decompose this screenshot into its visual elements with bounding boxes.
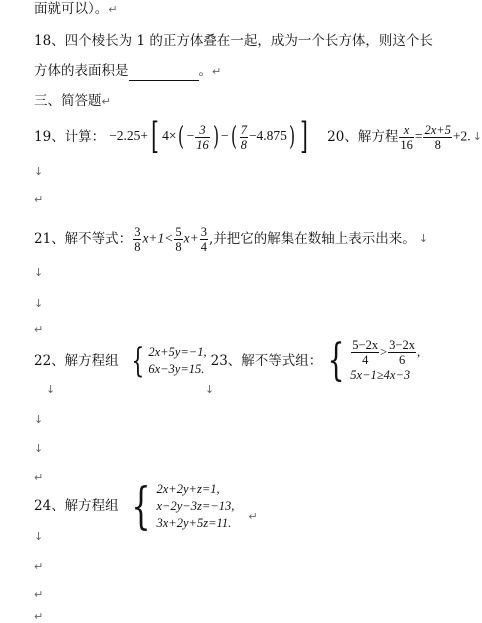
paragraph-mark: ↵ bbox=[101, 95, 111, 108]
paragraph-mark: ↓ bbox=[46, 383, 56, 396]
equation-list bbox=[157, 481, 235, 532]
expression-q21 bbox=[132, 225, 209, 254]
right-paren: ) bbox=[288, 122, 296, 152]
question-18-line1 bbox=[34, 32, 433, 50]
fraction: $\frac{5}{8}$ bbox=[175, 224, 182, 254]
period: 。 bbox=[198, 63, 212, 79]
question-label: 、解不等式组： bbox=[227, 353, 323, 369]
question-label: 、解方程组 bbox=[51, 498, 119, 514]
left-paren: ( bbox=[230, 122, 237, 152]
question-number: 23 bbox=[210, 353, 228, 369]
left-paren: ( bbox=[178, 122, 185, 152]
system-q24 bbox=[125, 477, 235, 535]
left-brace: { bbox=[131, 477, 151, 535]
expression-q20 bbox=[398, 123, 470, 152]
paragraph-mark: ↵ bbox=[34, 610, 44, 623]
system-q22 bbox=[127, 341, 207, 381]
question-number: 21 bbox=[34, 231, 52, 247]
right-paren: ) bbox=[212, 122, 219, 152]
expr-part: x+ bbox=[183, 230, 199, 246]
fraction: $\frac{2x+5}{8}$ bbox=[424, 122, 451, 152]
right-bracket: ] bbox=[300, 116, 308, 157]
fraction: $\frac{3}{16}$ bbox=[196, 122, 209, 152]
paragraph-mark: ↵ bbox=[248, 510, 258, 523]
paragraph-mark: ↓ bbox=[34, 442, 44, 455]
fraction: $\frac{3}{4}$ bbox=[200, 224, 208, 254]
expr-part: − bbox=[220, 128, 229, 144]
equation: 3x+2y+5z=11. bbox=[156, 515, 232, 530]
question-21-line bbox=[34, 220, 428, 258]
expr-part: x+1< bbox=[142, 230, 174, 246]
answer-blank bbox=[129, 66, 199, 81]
expr-part: 4× bbox=[162, 128, 177, 144]
equation: 2x+2y+z=1, bbox=[156, 481, 220, 496]
question-label: 、解不等式： bbox=[51, 231, 133, 247]
paragraph-mark: ↓ bbox=[205, 383, 215, 396]
expr-part: = bbox=[414, 128, 423, 144]
question-label: 、解方程 bbox=[344, 129, 399, 145]
paragraph-mark: ↵ bbox=[34, 193, 44, 206]
section-title: 三、简答题 bbox=[34, 93, 102, 109]
fraction: $\frac{7}{8}$ bbox=[240, 122, 247, 152]
question-22-23-line bbox=[34, 335, 421, 386]
question-19-20-line bbox=[34, 117, 482, 157]
question-number: 22 bbox=[34, 353, 52, 369]
question-label: 、解方程组 bbox=[51, 353, 119, 369]
expr-part: −4.875 bbox=[248, 128, 287, 144]
fraction: $\frac{3}{8}$ bbox=[134, 224, 141, 254]
inequality: $\frac{5-2x}{4}$ > $\frac{3-2x}{6}$ , bbox=[352, 338, 421, 367]
continuation-text: 面就可以）。 bbox=[34, 1, 109, 17]
left-brace: { bbox=[131, 341, 144, 381]
question-24-line bbox=[34, 477, 258, 535]
question-number: 20 bbox=[327, 129, 345, 145]
question-18-line2 bbox=[34, 62, 221, 81]
paragraph-mark: ↓ bbox=[34, 413, 44, 426]
paragraph-mark: ↓ bbox=[418, 232, 429, 245]
fraction: $\frac{x}{16}$ bbox=[400, 122, 413, 152]
paragraph-mark: ↓ bbox=[472, 130, 482, 143]
paragraph-mark: ↓ bbox=[34, 297, 44, 310]
left-brace: { bbox=[327, 335, 345, 386]
paragraph-mark: ↓ bbox=[34, 530, 44, 543]
paragraph-mark: ↵ bbox=[34, 471, 44, 484]
paragraph-mark: ↵ bbox=[34, 588, 44, 601]
question-number: 24 bbox=[34, 498, 52, 514]
paragraph-mark: ↵ bbox=[108, 3, 118, 16]
question-text: ,并把它的解集在数轴上表示出来。 bbox=[209, 231, 416, 247]
expr-part: − bbox=[186, 128, 195, 144]
left-bracket: [ bbox=[151, 116, 159, 157]
inequality-list bbox=[350, 338, 420, 384]
question-text: 、四个棱长为 1 的正方体叠在一起，成为一个长方体，则这个长 bbox=[51, 33, 433, 49]
equation: x−2y−3z=−13, bbox=[156, 498, 235, 513]
equation-list bbox=[148, 344, 206, 378]
paragraph-mark: ↓ bbox=[34, 266, 44, 279]
question-number: 18 bbox=[34, 33, 52, 49]
paragraph-mark: ↵ bbox=[34, 323, 44, 336]
paragraph-mark: ↵ bbox=[34, 560, 44, 573]
section-heading bbox=[34, 92, 111, 111]
expr-part: +2. bbox=[452, 128, 471, 144]
line-continuation bbox=[34, 0, 117, 19]
question-text: 方体的表面积是 bbox=[34, 63, 129, 79]
question-label: 、计算： bbox=[51, 129, 106, 145]
paragraph-mark: ↵ bbox=[212, 65, 222, 78]
system-q23 bbox=[322, 335, 421, 386]
paragraph-mark: ↓ bbox=[34, 165, 44, 178]
inequality: 5x−1≥4x−3 bbox=[350, 368, 411, 382]
question-number: 19 bbox=[34, 129, 52, 145]
expression-q19 bbox=[109, 116, 311, 157]
equation: 2x+5y=−1, bbox=[148, 345, 207, 359]
equation: 6x−3y=15. bbox=[148, 362, 205, 376]
expr-part: −2.25+ bbox=[109, 128, 149, 144]
